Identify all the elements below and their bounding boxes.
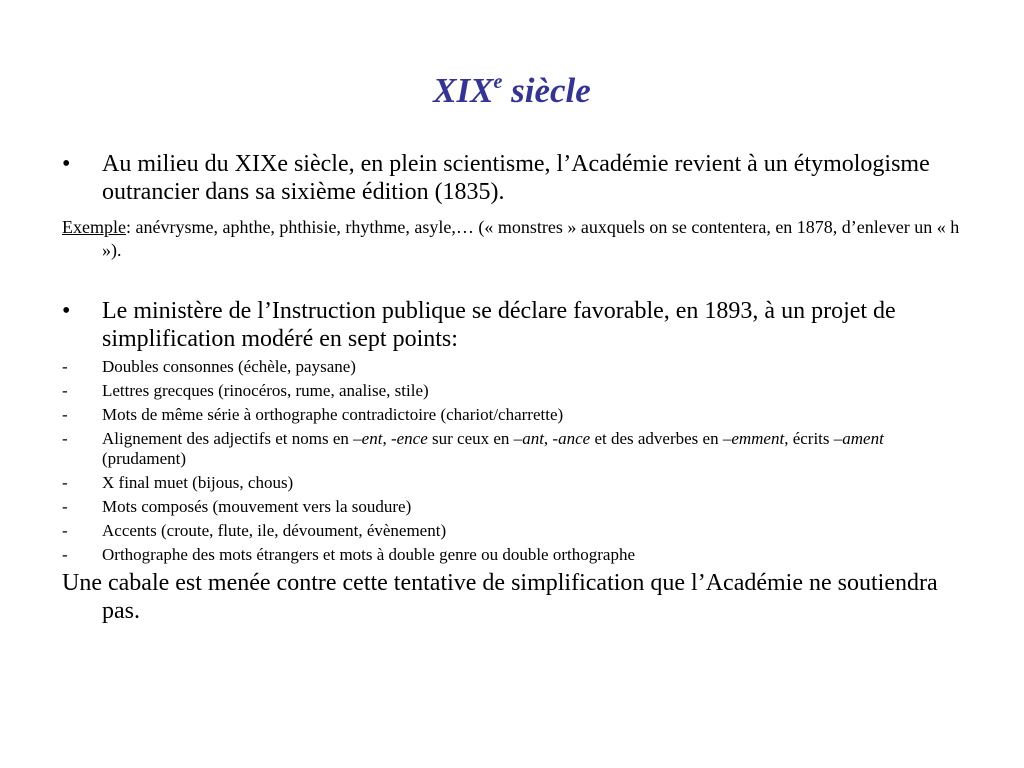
text-run: et des adverbes en –	[590, 429, 732, 448]
list-item-text: Doubles consonnes (échèle, paysane)	[102, 357, 356, 376]
dash-marker: -	[62, 429, 68, 448]
dash-marker: -	[62, 357, 68, 376]
text-run: ,	[543, 429, 553, 448]
title-rest: siècle	[502, 71, 591, 110]
spacer	[62, 262, 962, 297]
list-item	[62, 473, 962, 493]
bullet-marker: •	[62, 298, 71, 324]
text-run: ,	[382, 429, 391, 448]
list-item	[62, 497, 962, 517]
title-main: XIX	[433, 71, 494, 110]
example-text: : anévrysme, aphthe, phthisie, rhythme, asyle,… (« monstres » auxquels on se contentera, en 1878, d’enlever un « h »).	[102, 217, 960, 260]
list-item-text: Mots composés (mouvement vers la soudure)	[102, 497, 412, 516]
list-item-text	[102, 429, 884, 468]
text-run-italic: -ence	[390, 429, 428, 448]
text-run-italic: ant	[522, 429, 544, 448]
title-superscript: e	[493, 71, 503, 93]
dash-marker: -	[62, 405, 68, 424]
list-item-text: Accents (croute, flute, ile, dévoument, évènement)	[102, 521, 447, 540]
bullet-marker: •	[62, 151, 71, 177]
text-run: (prudament)	[102, 449, 187, 468]
list-item	[62, 381, 962, 401]
bullet-item	[62, 150, 962, 206]
text-run: Alignement des adjectifs et noms en –	[102, 429, 362, 448]
text-run-italic: -ance	[552, 429, 591, 448]
text-run: sur ceux en –	[427, 429, 523, 448]
dash-marker: -	[62, 473, 68, 492]
text-run-italic: ament	[842, 429, 884, 448]
dash-marker: -	[62, 381, 68, 400]
list-item-text: Mots de même série à orthographe contradictoire (chariot/charrette)	[102, 405, 564, 424]
list-item	[62, 405, 962, 425]
bullet-text: Le ministère de l’Instruction publique se déclare favorable, en 1893, à un projet de simplification modéré en sept points:	[102, 298, 896, 352]
dash-marker: -	[62, 521, 68, 540]
text-run: , écrits –	[784, 429, 843, 448]
dash-marker: -	[62, 545, 68, 564]
list-item	[62, 357, 962, 377]
bullet-item	[62, 297, 962, 353]
example-paragraph	[62, 216, 962, 262]
text-run-italic: emment	[731, 429, 785, 448]
list-item	[62, 545, 962, 565]
example-label: Exemple	[62, 217, 126, 237]
slide-title	[0, 68, 1024, 119]
closing-paragraph: Une cabale est menée contre cette tentative de simplification que l’Académie ne soutiendra pas.	[62, 570, 938, 624]
dash-marker: -	[62, 497, 68, 516]
slide-content	[62, 150, 962, 625]
list-item-text: Lettres grecques (rinocéros, rume, analise, stile)	[102, 381, 429, 400]
list-item	[62, 521, 962, 541]
bullet-text: Au milieu du XIXe siècle, en plein scientisme, l’Académie revient à un étymologisme outrancier dans sa sixième édition (1835).	[102, 151, 930, 205]
list-item-text: Orthographe des mots étrangers et mots à double genre ou double orthographe	[102, 545, 635, 564]
simplification-points-list	[62, 357, 962, 565]
list-item	[62, 429, 962, 469]
list-item-text: X final muet (bijous, chous)	[102, 473, 294, 492]
text-run-italic: ent	[361, 429, 383, 448]
